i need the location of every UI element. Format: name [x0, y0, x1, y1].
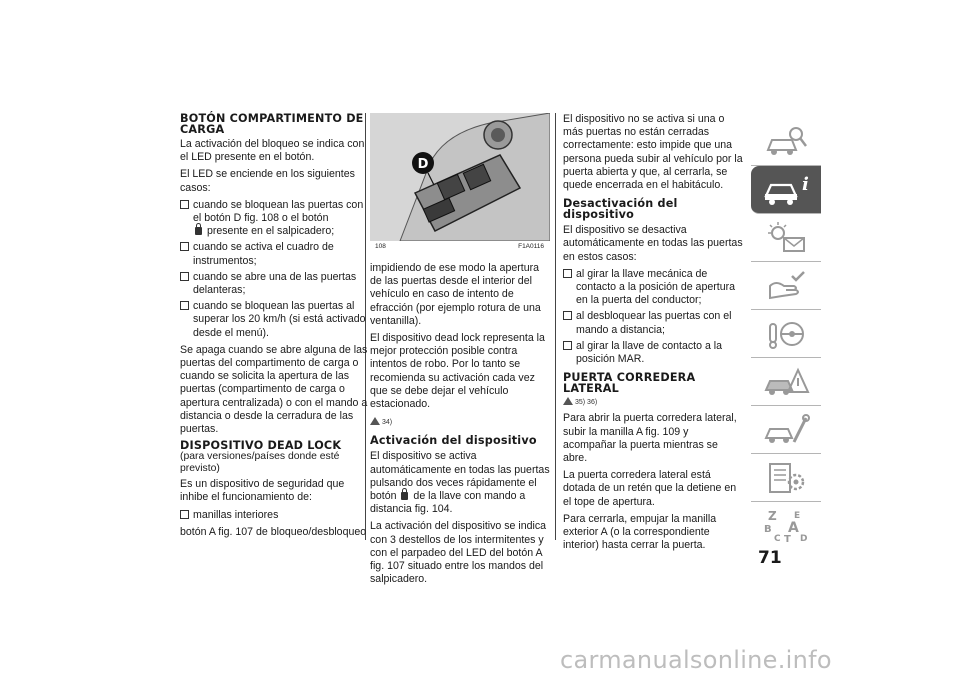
svg-text:E: E	[794, 510, 801, 521]
bullet-list	[180, 199, 370, 340]
paragraph: El dispositivo se activa automáticamente en todas las puertas pulsando dos veces rápidamente el botón de la llave con mando a distancia fig. 104.	[370, 450, 550, 516]
door-panel-illustration	[370, 113, 550, 241]
sidebar-item-car-search[interactable]	[751, 118, 821, 166]
heading-compartimento: BOTÓN COMPARTIMENTO DE CARGA	[180, 112, 364, 136]
checkbox-icon	[180, 200, 189, 209]
lights-mail-icon	[762, 220, 810, 256]
paragraph: Para cerrarla, empujar la manilla exterior A (o la correspondiente interior) hasta cerrar la puerta.	[563, 512, 717, 552]
paragraph: Se apaga cuando se abre alguna de las puertas del compartimento de carga o cuando se solicita la apertura de las puertas (compartimento de carga o apertura centralizada) o con el mando a distancia o desde la cerradura de las puertas.	[180, 343, 368, 436]
svg-text:A: A	[788, 519, 799, 536]
warning-reference: 34)	[370, 416, 392, 429]
warning-triangle-icon	[370, 417, 380, 425]
watermark: carmanualsonline.info	[560, 646, 832, 674]
car-search-icon	[762, 124, 810, 160]
document-gear-icon	[762, 460, 810, 496]
subheading-note: (para versiones/países donde esté previsto)	[180, 451, 340, 474]
svg-text:C: C	[774, 533, 781, 544]
heading-activacion: Activación del dispositivo	[370, 434, 537, 448]
list-item: cuando se abre una de las puertas delanteras;	[180, 271, 370, 297]
figure-code: F1A0116	[518, 243, 544, 250]
bullet-list	[180, 509, 370, 522]
list-item: manillas interiores	[180, 509, 370, 522]
warning-reference: 35) 36)	[563, 396, 597, 409]
lock-icon	[401, 492, 408, 500]
car-info-icon	[762, 172, 810, 208]
sidebar-item-key-steering[interactable]	[751, 310, 821, 358]
paragraph: El dispositivo dead lock representa la mejor protección posible contra intentos de robo. Por lo tanto se recomienda su activación cada vez que se debe dejar el vehículo estacionado.	[370, 332, 545, 411]
svg-text:D: D	[800, 533, 808, 544]
heading-deadlock: DISPOSITIVO DEAD LOCK	[180, 439, 342, 453]
paragraph: Es un dispositivo de seguridad que inhibe el funcionamiento de:	[180, 478, 345, 504]
checkbox-icon	[180, 242, 189, 251]
sidebar-item-hand-check[interactable]	[751, 262, 821, 310]
checkbox-icon	[180, 272, 189, 281]
sidebar-item-alphabet-index[interactable]	[751, 502, 821, 549]
column-2	[370, 262, 550, 590]
callout-label: D	[417, 157, 429, 172]
sidebar-item-car-info[interactable]	[751, 166, 821, 214]
list-item: al girar la llave mecánica de contacto a la posición de apertura en la puerta del conductor;	[563, 268, 743, 308]
list-item: al girar la llave de contacto a la posición MAR.	[563, 340, 743, 366]
figure-number: 108	[375, 243, 386, 250]
column-3	[563, 113, 743, 556]
column-1	[180, 113, 370, 543]
heading-corredera: PUERTA CORREDERA LATERAL	[563, 371, 696, 396]
hand-check-icon	[762, 268, 810, 304]
chapter-sidebar	[751, 118, 821, 549]
checkbox-icon	[180, 510, 189, 519]
lock-icon	[195, 227, 202, 235]
sidebar-item-car-wrench[interactable]	[751, 406, 821, 454]
car-wrench-icon	[762, 412, 810, 448]
paragraph: El dispositivo se desactiva automáticamente en todas las puertas en estos casos:	[563, 224, 743, 263]
key-steering-icon	[762, 316, 810, 352]
paragraph: La puerta corredera lateral está dotada de un retén que la detiene en el tope de apertura.	[563, 469, 737, 508]
bullet-list	[563, 268, 743, 366]
car-warning-icon	[762, 364, 810, 400]
svg-text:Z: Z	[768, 508, 777, 523]
figure-108-photo	[370, 113, 550, 241]
sidebar-item-car-warning[interactable]	[751, 358, 821, 406]
paragraph: La activación del dispositivo se indica con 3 destellos de los intermitentes y con el parpadeo del LED del botón A fig. 107 situado entre los mandos del salpicadero.	[370, 520, 547, 586]
list-item: cuando se bloquean las puertas al superar los 20 km/h (si está activado desde el menú).	[180, 300, 370, 340]
warning-triangle-icon	[563, 397, 573, 405]
list-item: al desbloquear las puertas con el mando a distancia;	[563, 310, 743, 336]
sidebar-item-lights-mail[interactable]	[751, 214, 821, 262]
alphabet-index-icon	[762, 508, 810, 544]
paragraph: Para abrir la puerta corredera lateral, subir la manilla A fig. 109 y acompañar la puerta mientras se abre.	[563, 412, 737, 465]
sidebar-item-document-gear[interactable]	[751, 454, 821, 502]
checkbox-icon	[563, 269, 572, 278]
paragraph: botón A fig. 107 de bloqueo/desbloqueo	[180, 525, 367, 538]
list-item: cuando se activa el cuadro de instrumentos;	[180, 241, 370, 267]
checkbox-icon	[180, 301, 189, 310]
checkbox-icon	[563, 341, 572, 350]
svg-text:T: T	[784, 533, 791, 544]
paragraph: La activación del bloqueo se indica con el LED presente en el botón.	[180, 138, 365, 164]
paragraph: El LED se enciende en los siguientes casos:	[180, 168, 355, 194]
column-divider	[555, 113, 556, 540]
paragraph: El dispositivo no se activa si una o más puertas no están cerradas correctamente: esto impide que una persona pueda subir al vehículo por la puerta abierta y que, al cerrarla, se quede encerrada en el habitáculo.	[563, 113, 743, 192]
list-item: cuando se bloquean las puertas con el botón D fig. 108 o el botón presente en el salpicadero;	[180, 199, 370, 239]
checkbox-icon	[563, 311, 572, 320]
paragraph: impidiendo de ese modo la apertura de las puertas desde el interior del vehículo en caso de intento de efracción (por ejemplo rotura de una ventanilla).	[370, 262, 541, 327]
heading-desactivacion: Desactivación del dispositivo	[563, 197, 678, 222]
page-number: 71	[758, 548, 782, 568]
svg-text:i: i	[802, 173, 809, 195]
svg-text:B: B	[764, 523, 772, 535]
